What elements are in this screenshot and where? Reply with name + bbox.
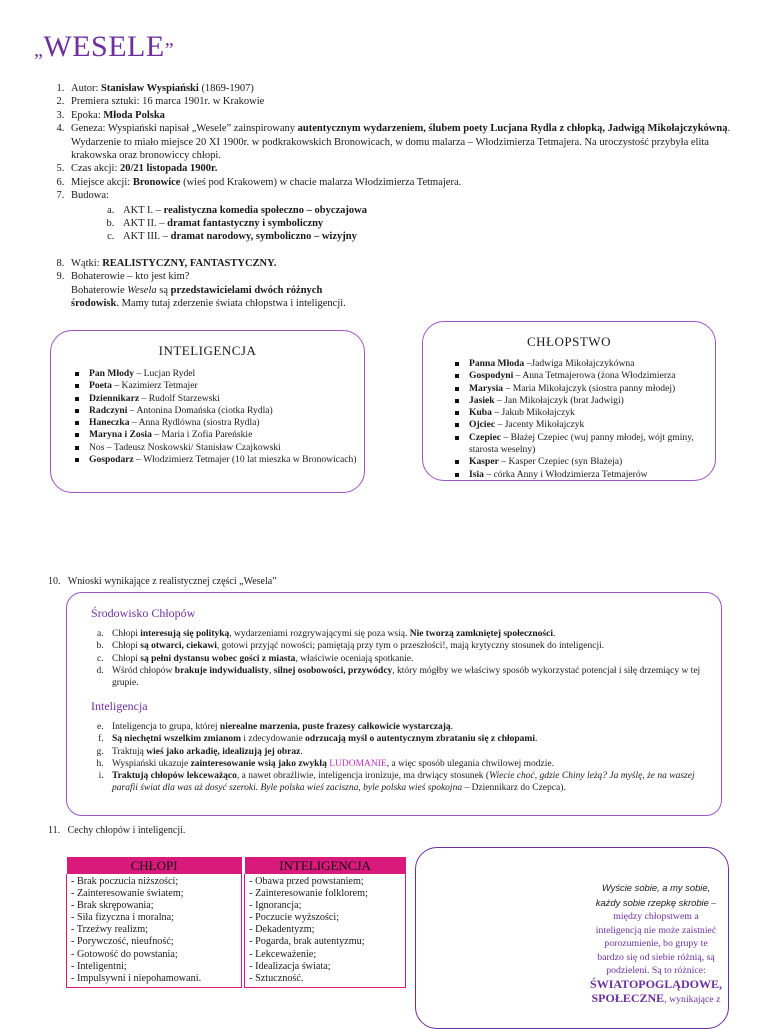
- list-item: 4. Geneza: Wyspiański napisał „Wesele” zainspirowany autentycznym wydarzeniem, ślubem poety Lucjana Rydla z chłopką, Jadwigą Mikołajczykówną. Wydarzenie to miało miejsce 20 XI 1900r. w podkrakowskich Bronowicach, w domu malarza – Włodzimierza Tetmajera. Na uroczystość przybyła elita krakowska oraz bronowiccy chłopi.: [67, 122, 757, 162]
- list-item: c. AKT III. – dramat narodowy, symboliczno – wizyjny: [117, 230, 757, 243]
- list-item: Dziennikarz – Rudolf Starzewski: [89, 393, 364, 405]
- list-item: 6. Miejsce akcji: Bronowice (wieś pod Krakowem) w chacie malarza Włodzimierza Tetmajera.: [67, 176, 757, 189]
- trait-item: - Brak poczucia niższości;: [71, 876, 179, 887]
- page-title: „WESELE”: [34, 30, 175, 63]
- inteligencja-list: [51, 368, 364, 466]
- chlopstwo-list: [423, 358, 715, 481]
- list-item: a. AKT I. – realistyczna komedia społeczno – obyczajowa: [117, 204, 757, 217]
- trait-item: - Impulsywni i niepohamowani.: [71, 972, 202, 984]
- list-item: Gospodyni – Anna Tetmajerowa (żona Włodzimierza: [469, 370, 705, 382]
- trait-item: - Gotowość do powstania;: [71, 948, 178, 960]
- list-item: 8. Wątki: REALISTYCZNY, FANTASTYCZNY.: [67, 257, 757, 270]
- trait-item: - Obawa przed powstaniem;: [249, 876, 364, 887]
- trait-item: - Inteligentni;: [71, 960, 127, 972]
- list-item: 7. Budowa: a. AKT I. – realistyczna komedia społeczno – obyczajowa b. AKT II. – dramat fantastyczny i symboliczny c. AKT III. – dramat narodowy, symboliczno – wizyjny: [67, 189, 757, 244]
- trait-item: - Trzeźwy realizm;: [71, 924, 148, 936]
- inteligencja-box: [50, 330, 365, 493]
- list-item: Kasper – Kasper Czepiec (syn Błażeja): [469, 456, 705, 468]
- chlopstwo-box: [422, 321, 716, 481]
- column-header-chlopi: CHŁOPI: [67, 857, 242, 874]
- list-item: 1. Autor: Stanisław Wyspiański (1869-1907): [67, 82, 757, 95]
- trait-item: - Sztuczność.: [249, 972, 304, 984]
- list-item: Ojciec – Jacenty Mikołajczyk: [469, 419, 705, 431]
- trait-item: - Ignorancja;: [249, 900, 302, 912]
- list-item: 9. Bohaterowie – kto jest kim? Bohaterowie Wesela są przedstawicielami dwóch różnych środowisk. Mamy tutaj zderzenie świata chłopstwa i inteligencji.: [67, 270, 757, 310]
- trait-item: - Zainteresowanie folklorem;: [249, 888, 368, 900]
- acts-list: [71, 204, 757, 244]
- inteligencja-conclusions: [89, 721, 716, 795]
- column-header-inteligencja: INTELIGENCJA: [245, 857, 406, 874]
- trait-item: - Poczucie wyższości;: [249, 912, 340, 924]
- trait-item: - Dekadentyzm;: [249, 924, 315, 936]
- list-item: Maryna i Zosia – Maria i Zofia Pareńskie: [89, 429, 364, 441]
- trait-item: - Siła fizyczna i moralna;: [71, 912, 174, 924]
- inteligencja-traits: [245, 874, 406, 987]
- list-item: a. Chłopi interesują się polityką, wydarzeniami rozgrywającymi się poza wsią. Nie tworzą zamkniętej społeczności.: [106, 628, 716, 640]
- list-item: Isia – córka Anny i Włodzimierza Tetmajerów: [469, 469, 705, 481]
- trait-item: - Lekceważenie;: [249, 948, 317, 960]
- section-chlopi-heading: Środowisko Chłopów: [91, 606, 196, 620]
- trait-item: - Brak skrępowania;: [71, 900, 154, 912]
- list-item: Jasiek – Jan Mikołajczyk (brat Jadwigi): [469, 395, 705, 407]
- list-item: 3. Epoka: Młoda Polska: [67, 109, 757, 122]
- list-item: Nos – Tadeusz Noskowski/ Stanisław Czajkowski: [89, 442, 364, 454]
- list-item: 2. Premiera sztuki: 16 marca 1901r. w Krakowie: [67, 95, 757, 108]
- chlopi-conclusions: [89, 628, 716, 689]
- list-item: b. AKT II. – dramat fantastyczny i symboliczny: [117, 217, 757, 230]
- list-item: Marysia – Maria Mikołajczyk (siostra panny młodej): [469, 383, 705, 395]
- list-item: Czepiec – Błażej Czepiec (wuj panny młodej, wójt gminy, starosta weselny): [469, 432, 705, 457]
- list-item: f. Są niechętni wszelkim zmianom i zdecydowanie odrzucają myśl o autentycznym zbrataniu się z chłopami.: [106, 733, 716, 745]
- chlopi-traits: [67, 874, 242, 987]
- list-item: i. Traktują chłopów lekceważąco, a nawet obraźliwie, inteligencja ironizuje, ma drwiący stosunek (Wiecie choć, gdzie Chiny leżą? Ja myślę, że na waszej parafii świat dla was aż dosyć szeroki. Byle polska wieś zaciszna, byle polska wieś spokojna – Dziennikarz do Czepca).: [106, 770, 716, 795]
- quote-text: Wyście sobie, a my sobie, każdy sobie rzepkę skrobie – między chłopstwem a inteligencją nie może zaistnieć porozumienie, bo grupy te bardzo się od siebie różnią, są podzieleni. Są to różnice: ŚWIATOPOGLĄDOWE, SPOŁECZNE, wynikające z: [590, 882, 722, 1005]
- comparison-table: [66, 857, 406, 988]
- inteligencja-title: INTELIGENCJA: [158, 343, 257, 358]
- trait-item: - Zainteresowanie światem;: [71, 888, 184, 900]
- list-item: b. Chłopi są otwarci, ciekawi, gotowi przyjąć nowości; pamiętają przy tym o przeszłości!, mają krytyczny stosunek do inteligencji.: [106, 640, 716, 652]
- list-item: Gospodarz – Włodzimierz Tetmajer (10 lat mieszka w Bronowicach): [89, 454, 364, 466]
- list-item: c. Chłopi są pełni dystansu wobec gości z miasta, właściwie oceniają spotkanie.: [106, 653, 716, 665]
- trait-item: - Idealizacja świata;: [249, 960, 331, 972]
- list-item: Pan Młody – Lucjan Rydel: [89, 368, 364, 380]
- list-item: g. Traktują wieś jako arkadię, idealizują jej obraz.: [106, 746, 716, 758]
- list-item: 5. Czas akcji: 20/21 listopada 1900r.: [67, 162, 757, 175]
- chlopstwo-title: CHŁOPSTWO: [527, 334, 611, 349]
- section-inteligencja-heading: Inteligencja: [91, 699, 148, 713]
- list-item: Poeta – Kazimierz Tetmajer: [89, 380, 364, 392]
- info-list: [45, 82, 757, 311]
- list-item: e. Inteligencja to grupa, której nierealne marzenia, puste frazesy całkowicie wystarczają.: [106, 721, 716, 733]
- list-item: Kuba – Jakub Mikołajczyk: [469, 407, 705, 419]
- section-11-heading: 11. Cechy chłopów i inteligencji.: [48, 825, 186, 836]
- list-item: d. Wśród chłopów brakuje indywidualisty, silnej osobowości, przywódcy, który mógłby we właściwy sposób wykorzystać potencjał i siłę drzemiący w tej grupie.: [106, 665, 716, 690]
- list-item: Haneczka – Anna Rydlówna (siostra Rydla): [89, 417, 364, 429]
- wnioski-box: [66, 592, 722, 816]
- trait-item: - Pogarda, brak autentyzmu;: [249, 936, 365, 948]
- section-10-heading: 10. Wnioski wynikające z realistycznej części „Wesela”: [48, 576, 277, 587]
- list-item: h. Wyspiański ukazuje zainteresowanie wsią jako zwykłą LUDOMANIE, a więc sposób ulegania chwilowej modzie.: [106, 758, 716, 770]
- list-item: Radczyni – Antonina Domańska (ciotka Rydla): [89, 405, 364, 417]
- list-item: Panna Młoda –Jadwiga Mikołajczykówna: [469, 358, 705, 370]
- trait-item: - Porywczość, nieufność;: [71, 936, 174, 948]
